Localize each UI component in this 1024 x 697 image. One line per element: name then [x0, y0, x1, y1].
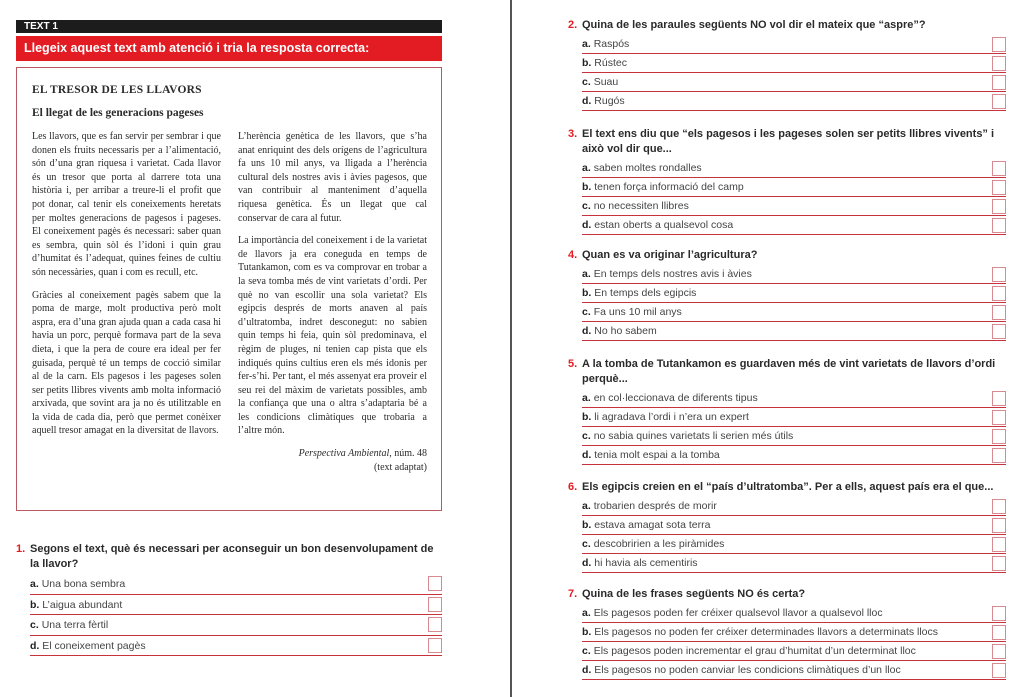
- source-issue: , núm. 48: [389, 448, 427, 460]
- answer-checkbox[interactable]: [992, 518, 1006, 533]
- question-3: [568, 127, 1006, 235]
- reading-passage-box: [16, 67, 442, 511]
- question-text: Els egipcis creien en el “país d’ultratomba”. Per a ells, aquest país era el que...: [582, 481, 994, 493]
- answer-checkbox[interactable]: [992, 286, 1006, 301]
- answer-checkbox[interactable]: [992, 429, 1006, 444]
- question-text: El text ens diu que “els pagesos i les pageses solen ser petits llibres vivents” i això vol dir que...: [582, 128, 995, 155]
- answer-checkbox[interactable]: [428, 617, 442, 632]
- answer-option-b[interactable]: b. Rústec: [582, 54, 1006, 73]
- question-text: Segons el text, què és necessari per aconseguir un bon desenvolupament de la llavor?: [30, 543, 434, 570]
- reading-title: EL TRESOR DE LES LLAVORS: [32, 84, 202, 96]
- answer-option-b[interactable]: b. L’aigua abundant: [30, 595, 442, 616]
- answer-checkbox[interactable]: [992, 606, 1006, 621]
- reading-subtitle: El llegat de les generacions pageses: [32, 107, 204, 119]
- answer-option-c[interactable]: c. Els pagesos poden incrementar el grau d’humitat d’un determinat lloc: [582, 642, 1006, 661]
- answer-option-a[interactable]: a. Els pagesos poden fer créixer qualsevol llavor a qualsevol lloc: [582, 604, 1006, 623]
- answer-checkbox[interactable]: [992, 625, 1006, 640]
- answer-checkbox[interactable]: [992, 161, 1006, 176]
- reading-column-right: [238, 130, 427, 474]
- question-2: [568, 18, 1006, 111]
- answer-option-a[interactable]: a. en col·leccionava de diferents tipus: [582, 389, 1006, 408]
- question-number: 4.: [568, 249, 578, 261]
- question-number: 1.: [16, 543, 26, 555]
- question-text: A la tomba de Tutankamon es guardaven més de vint varietats de llavors d’ordi perquè...: [582, 358, 996, 385]
- source-citation: [238, 447, 427, 474]
- answer-option-b[interactable]: b. Els pagesos no poden fer créixer determinades llavors a determinats llocs: [582, 623, 1006, 642]
- question-text: Quan es va originar l’agricultura?: [582, 249, 758, 261]
- left-page: [0, 0, 510, 697]
- answer-option-c[interactable]: c. Fa uns 10 mil anys: [582, 303, 1006, 322]
- paragraph: L’herència genètica de les llavors, que s’ha anat enriquint des dels orígens de l’agricultura fa uns 10 mil anys, va lligada a l’herència cultural dels nostres avis i àvies pagesos, que van contribuir al manteniment d’aquella riquesa genètica. És un llegat que cal conservar de cara al futur.: [238, 131, 427, 224]
- answer-checkbox[interactable]: [992, 94, 1006, 109]
- answer-option-d[interactable]: d. El coneixement pagès: [30, 636, 442, 657]
- question-number: 2.: [568, 19, 578, 31]
- answer-option-d[interactable]: d. Rugós: [582, 92, 1006, 111]
- answer-checkbox[interactable]: [428, 597, 442, 612]
- answer-checkbox[interactable]: [992, 448, 1006, 463]
- answer-checkbox[interactable]: [992, 324, 1006, 339]
- answer-option-d[interactable]: d. Els pagesos no poden canviar les condicions climàtiques d’un lloc: [582, 661, 1006, 680]
- answer-checkbox[interactable]: [992, 180, 1006, 195]
- answer-option-c[interactable]: c. no necessiten llibres: [582, 197, 1006, 216]
- answer-option-c[interactable]: c. descobririen a les piràmides: [582, 535, 1006, 554]
- question-5: [568, 357, 1006, 465]
- answer-checkbox[interactable]: [992, 56, 1006, 71]
- answer-option-a[interactable]: a. saben moltes rondalles: [582, 159, 1006, 178]
- question-number: 5.: [568, 358, 578, 370]
- answer-checkbox[interactable]: [428, 576, 442, 591]
- answer-checkbox[interactable]: [992, 37, 1006, 52]
- answer-option-a[interactable]: a. Una bona sembra: [30, 574, 442, 595]
- answer-checkbox[interactable]: [992, 410, 1006, 425]
- answer-checkbox[interactable]: [992, 499, 1006, 514]
- paragraph: La importància del coneixement i de la varietat de llavors ja era coneguda en temps de Tutankamon, com es va comprovar en trobar a la seva tomba més de vint varietats d’ordi. Per què no van escollir una sola varietat? Els egipcis després de morts anaven al país d’ultratomba, indret desconegut: no sabien quin temps hi feia, quin sòl predominava, el règim de pluges, ni tenien cap pista que els indiqués quins cultius eren els més idonis per fer-s’hi. Per tant, el més assenyat era proveir el seu rei del màxim de varietats possibles, amb la confiança que una o altra s’adaptaria bé a les condicions climàtiques que trobaria a l’altre món.: [238, 235, 427, 437]
- answer-checkbox[interactable]: [992, 75, 1006, 90]
- answer-option-a[interactable]: a. trobarien després de morir: [582, 497, 1006, 516]
- question-4: [568, 248, 1006, 341]
- answer-checkbox[interactable]: [992, 391, 1006, 406]
- source-publication: Perspectiva Ambiental: [298, 448, 390, 460]
- reading-column-left: [32, 130, 221, 447]
- answer-option-c[interactable]: c. Suau: [582, 73, 1006, 92]
- answer-option-d[interactable]: d. estan oberts a qualsevol cosa: [582, 216, 1006, 235]
- instruction-bar: Llegeix aquest text amb atenció i tria la resposta correcta:: [16, 36, 442, 61]
- paragraph: Les llavors, que es fan servir per sembrar i que donen els fruits necessaris per a l’alimentació, són d’una gran riquesa i varietat. Cada llavor és un tresor que porta al darrere tota una història i, per arribar a treure-li el profit que pot donar, cal tenir els coneixements heretats per moltes generacions de pagesos i pageses. El coneixement pagès és necessari: saber quan es sembra, quin sòl és l’idoni i quin grau d’humitat és l’adequat, quines feines de cultiu són necessàries, quan i com es recull, etc.: [32, 131, 221, 278]
- question-text: Quina de les paraules següents NO vol dir el mateix que “aspre”?: [582, 19, 926, 31]
- answer-checkbox[interactable]: [992, 218, 1006, 233]
- answer-checkbox[interactable]: [992, 663, 1006, 678]
- answer-checkbox[interactable]: [992, 199, 1006, 214]
- question-number: 6.: [568, 481, 578, 493]
- answer-option-b[interactable]: b. li agradava l’ordi i n’era un expert: [582, 408, 1006, 427]
- answer-option-a[interactable]: a. En temps dels nostres avis i àvies: [582, 265, 1006, 284]
- answer-checkbox[interactable]: [992, 556, 1006, 571]
- question-text: Quina de les frases següents NO és certa?: [582, 588, 806, 600]
- source-note: (text adaptat): [373, 461, 427, 473]
- answer-option-d[interactable]: d. No ho sabem: [582, 322, 1006, 341]
- answer-option-c[interactable]: c. no sabia quines varietats li serien més útils: [582, 427, 1006, 446]
- answer-checkbox[interactable]: [428, 638, 442, 653]
- answer-option-b[interactable]: b. En temps dels egipcis: [582, 284, 1006, 303]
- question-7: [568, 587, 1006, 680]
- question-1: [16, 542, 442, 656]
- answer-option-b[interactable]: b. estava amagat sota terra: [582, 516, 1006, 535]
- answer-option-b[interactable]: b. tenen força informació del camp: [582, 178, 1006, 197]
- answer-checkbox[interactable]: [992, 305, 1006, 320]
- answer-checkbox[interactable]: [992, 267, 1006, 282]
- text-label-bar: TEXT 1: [16, 20, 442, 33]
- question-6: [568, 480, 1006, 573]
- paragraph: Gràcies al coneixement pagès sabem que la poma de marge, molt productiva però molt aspra, era d’una gran ajuda quan a cada casa hi havia un porc, perquè formava part de la seva dieta, i que la pera de coure era ideal per fer guisada, perquè té un temps de cocció similar al de la carn. Els pagesos i les pageses solen ser petits llibres vivents amb molta informació arxivada, que sovint ara ja no és utilitzable en la vida de cada dia, però que permet conèixer aquell tresor amagat en la diversitat de llavors.: [32, 289, 221, 437]
- answer-checkbox[interactable]: [992, 644, 1006, 659]
- answer-option-d[interactable]: d. hi havia als cementiris: [582, 554, 1006, 573]
- question-number: 7.: [568, 588, 578, 600]
- question-number: 3.: [568, 128, 578, 140]
- answer-checkbox[interactable]: [992, 537, 1006, 552]
- answer-option-c[interactable]: c. Una terra fèrtil: [30, 615, 442, 636]
- answer-option-d[interactable]: d. tenia molt espai a la tomba: [582, 446, 1006, 465]
- answer-option-a[interactable]: a. Raspós: [582, 35, 1006, 54]
